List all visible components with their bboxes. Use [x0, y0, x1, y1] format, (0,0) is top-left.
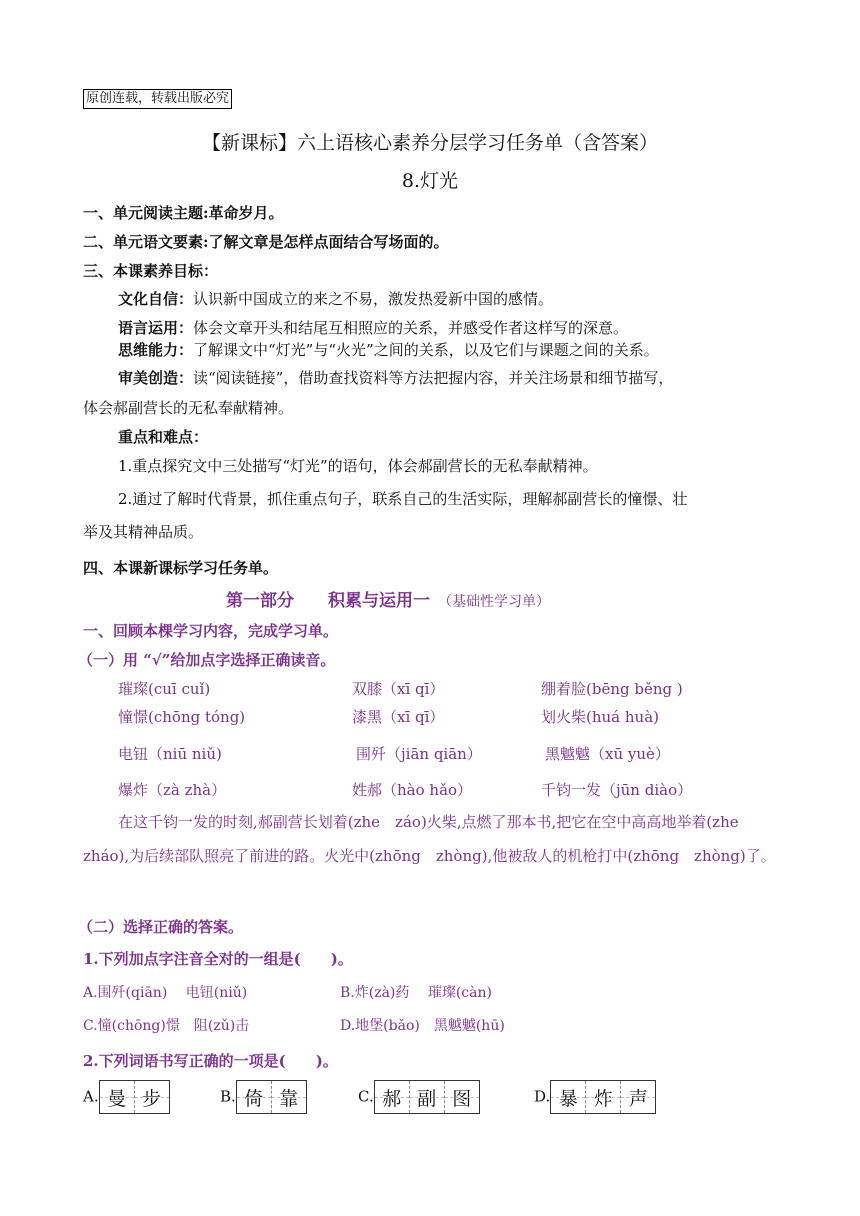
section-2: 二、单元语文要素:了解文章是怎样点面结合写场面的。 — [83, 233, 449, 251]
mc1-option-a: A.围歼(qiān) 电钮(niǔ) — [83, 985, 248, 1001]
goal-aesthetic-cont: 体会郝副营长的无私奉献精神。 — [83, 399, 294, 417]
pinyin-row-4: 爆炸（zà zhà） — [118, 781, 227, 799]
page-title: 【新课标】六上语核心素养分层学习任务单（含答案） — [201, 132, 658, 154]
pinyin-row-1: 璀璨(cuī cuǐ) — [118, 680, 211, 698]
pinyin-item: 双膝（xī qī） — [352, 680, 445, 698]
pinyin-item: 划火柴(huá huà) — [541, 708, 660, 726]
mc2-option-b: B. 倚 靠 — [220, 1080, 307, 1114]
section-1: 一、单元阅读主题:革命岁月。 — [83, 204, 284, 222]
mc1-option-d: D.地堡(bǎo) 黑魆魆(hū) — [340, 1018, 505, 1034]
pinyin-item: 姓郝（hào hǎo） — [352, 781, 473, 799]
pinyin-item: 黑魆魆（xū yuè） — [545, 745, 670, 763]
key-point-2: 2.通过了解时代背景，抓住重点句子，联系自己的生活实际，理解郝副营长的憧憬、壮 — [118, 490, 688, 508]
goal-culture: 文化自信：认识新中国成立的来之不易，激发热爱新中国的感情。 — [118, 290, 554, 308]
pinyin-row-3: 电钮（niū niǔ) — [118, 745, 222, 763]
mc2-option-c: C. 郝 副 图 — [358, 1080, 480, 1114]
part-heading: 第一部分 积累与运用一 （基础性学习单） — [226, 591, 550, 611]
goal-thinking: 思维能力：了解课文中“灯光”与“火光”之间的关系，以及它们与课题之间的关系。 — [118, 341, 659, 359]
pinyin-item: 千钧一发（jūn diào） — [541, 781, 693, 799]
mc2-option-d: D. 暴 炸 声 — [534, 1080, 656, 1114]
key-point-2-cont: 举及其精神品质。 — [83, 523, 204, 541]
pinyin-row-2: 憧憬(chōng tóng) — [118, 708, 246, 726]
question-main: 一、回顾本棵学习内容，完成学习单。 — [83, 622, 339, 640]
pinyin-item: 漆黑（xī qī） — [352, 708, 445, 726]
section-4: 四、本课新课标学习任务单。 — [83, 559, 279, 577]
mc-question-2: 2.下列词语书写正确的一项是( )。 — [83, 1052, 338, 1070]
mc1-option-b: B.炸(zà)药 璀璨(càn) — [340, 985, 492, 1001]
section-3: 三、本课素养目标： — [83, 262, 219, 280]
pinyin-item: 绷着脸(bēng běng ) — [541, 680, 683, 698]
pinyin-item: 围歼（jiān qiān） — [356, 745, 482, 763]
mc2-option-a: A. 曼 步 — [83, 1080, 170, 1114]
mc-question-1: 1.下列加点字注音全对的一组是( )。 — [83, 950, 353, 968]
key-points-label: 重点和难点： — [118, 428, 209, 446]
lesson-title: 8.灯光 — [401, 170, 459, 192]
question-2: （二）选择正确的答案。 — [78, 918, 244, 936]
question-1: （一）用 “√”给加点字选择正确读音。 — [78, 651, 336, 669]
goal-aesthetic: 审美创造：读“阅读链接”，借助查找资料等方法把握内容，并关注场景和细节描写， — [118, 369, 674, 387]
goal-language: 语言运用：体会文章开头和结尾互相照应的关系，并感受作者这样写的深意。 — [118, 319, 629, 337]
copyright-stamp: 原创连载，转载出版必究 — [83, 89, 232, 109]
mc1-option-c: C.憧(chōng)憬 阻(zǔ)击 — [83, 1018, 250, 1034]
passage: 在这千钧一发的时刻,郝副营长划着(zhe záo)火柴,点燃了那本书,把它在空中高高地举着(zhe zháo),为后续部队照亮了前进的路。火光中(zhōng zhòng),他被敌人的机枪打中(zhōng zhòng)了。 — [83, 813, 776, 865]
key-point-1: 1.重点探究文中三处描写“灯光”的语句，体会郝副营长的无私奉献精神。 — [118, 457, 598, 475]
